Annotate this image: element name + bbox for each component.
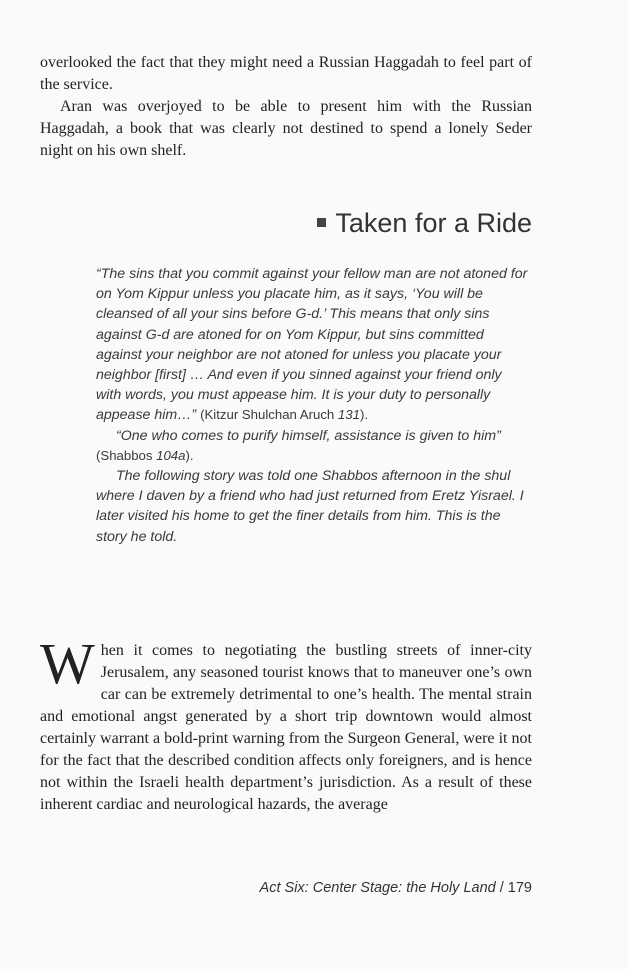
quote-1-source-label: (Kitzur Shulchan Aruch xyxy=(200,407,338,423)
epigraph-block xyxy=(96,264,530,547)
epigraph-quote-2 xyxy=(96,426,530,466)
section-heading xyxy=(317,208,532,239)
story-paragraph xyxy=(40,631,532,816)
footer-separator: / xyxy=(499,880,504,896)
quote-2-source-end: ). xyxy=(185,447,194,463)
story-text: hen it comes to negotiating the bustling streets of inner-city Jerusalem, any seasoned tourist knows that to maneuver one’s own car can be extremely detrimental to one’s health. The mental strain and emotional angst generated by a short trip downtown would almost certainly warrant a bold-print warning from the Surgeon General, were it not for the fact that the described condition affects only foreigners, and is hence not within the Israeli health department’s jurisdiction. As a result of these inherent cardiac and neurological hazards, the average xyxy=(40,642,532,813)
epigraph-intro-note: The following story was told one Shabbos afternoon in the shul where I daven by a friend who had just returned from Eretz Yisrael. I later visited his home to get the finer details from him. This is the story he told. xyxy=(96,468,524,545)
quote-1-text: “The sins that you commit against your fellow man are not atoned for on Yom Kippur unless you placate him, as it says, ‘You will be cleansed of all your sins before G-d.’ This means that only sins against G-d are atoned for on Yom Kippur, but sins committed against your neighbor are not atoned for unless you placate your neighbor [first] … And even if you sinned against your friend only with words, you must appease him. It is your duty to personally appease him…” xyxy=(96,266,528,424)
intro-text xyxy=(40,52,532,162)
quote-2-source-label: (Shabbos xyxy=(96,447,157,463)
page-footer xyxy=(260,880,532,896)
quote-1-source-number: 131 xyxy=(337,407,360,423)
quote-1-source-end: ). xyxy=(359,407,368,423)
quote-2-source xyxy=(96,448,194,463)
epigraph-quote-1 xyxy=(96,264,530,426)
intro-paragraph-1: overlooked the fact that they might need a Russian Haggadah to feel part of the service. xyxy=(40,54,532,93)
quote-1-source xyxy=(200,407,368,422)
section-title: Taken for a Ride xyxy=(335,208,532,238)
running-title: Act Six: Center Stage: the Holy Land xyxy=(259,880,496,896)
page-number: 179 xyxy=(507,880,532,896)
story-body xyxy=(40,631,532,816)
quote-2-text: “One who comes to purify himself, assistance is given to him” xyxy=(116,427,501,444)
quote-2-source-number: 104a xyxy=(156,447,186,463)
drop-cap: W xyxy=(40,631,95,696)
intro-paragraph-2: Aran was overjoyed to be able to present him with the Russian Haggadah, a book that was clearly not destined to spend a lonely Seder night on his own shelf. xyxy=(40,98,532,159)
square-bullet-icon xyxy=(317,218,326,227)
